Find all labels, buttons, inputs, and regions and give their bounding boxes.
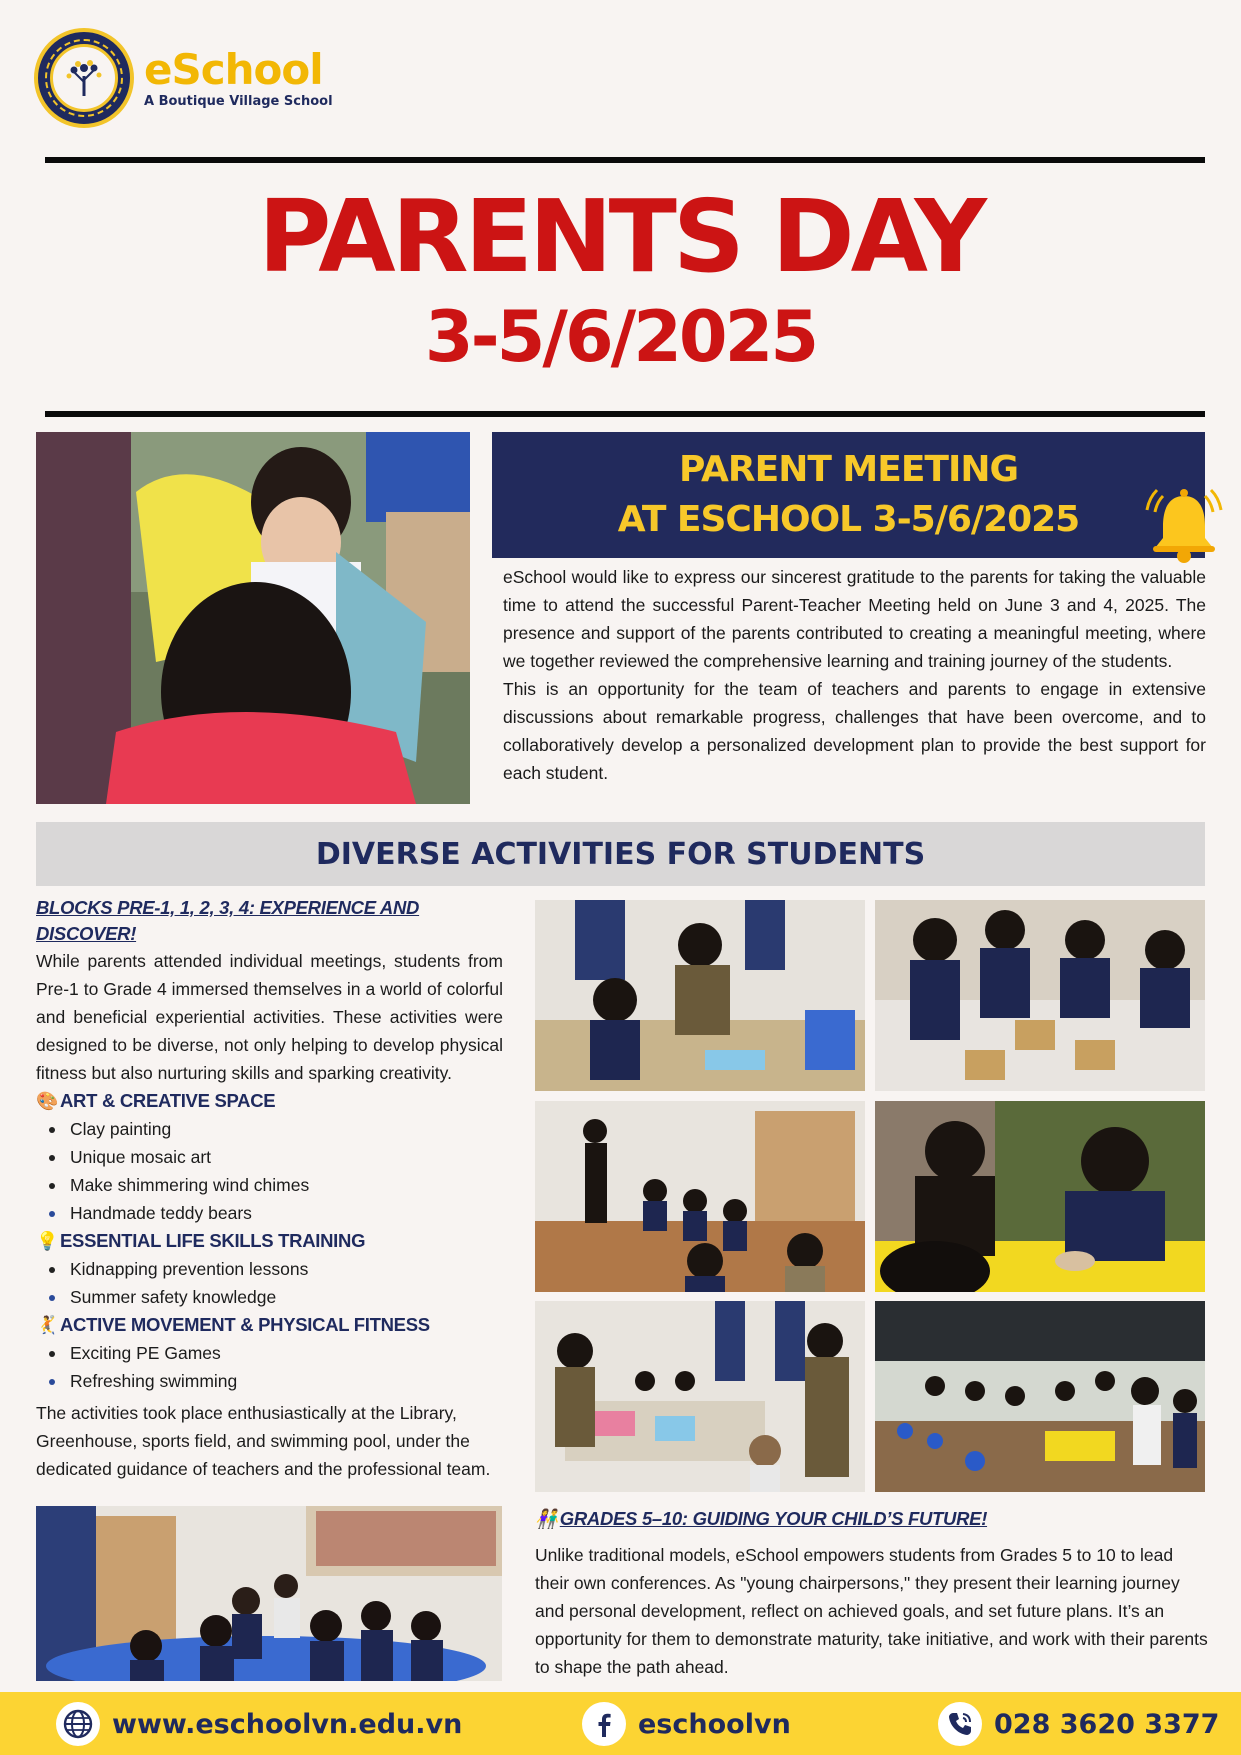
hero-title: PARENTS DAY bbox=[258, 178, 983, 295]
top-divider bbox=[45, 157, 1205, 163]
category-fitness-title: ACTIVE MOVEMENT & PHYSICAL FITNESS bbox=[60, 1314, 430, 1335]
blocks-heading: BLOCKS PRE-1, 1, 2, 3, 4: EXPERIENCE AND DISCOVER! bbox=[36, 897, 420, 944]
art-items-list bbox=[36, 1115, 503, 1227]
bell-icon bbox=[1143, 484, 1225, 566]
list-item: Refreshing swimming bbox=[36, 1367, 503, 1395]
brand-name: eSchool bbox=[144, 44, 323, 94]
list-item: Summer safety knowledge bbox=[36, 1283, 503, 1311]
activity-photo-shells bbox=[875, 1101, 1205, 1292]
handball-icon: 🤾 bbox=[36, 1315, 59, 1335]
parent-meeting-heading-box bbox=[492, 432, 1205, 558]
activity-photo-classroom bbox=[535, 1101, 865, 1292]
list-item: Exciting PE Games bbox=[36, 1339, 503, 1367]
grades-heading-text: GRADES 5–10: GUIDING YOUR CHILD’S FUTURE! bbox=[559, 1508, 988, 1529]
library-photo bbox=[36, 1506, 502, 1681]
category-life-skills bbox=[36, 1227, 503, 1255]
children-icon: 👫 bbox=[535, 1508, 558, 1529]
school-logo bbox=[34, 28, 333, 128]
main-photo-parent-child bbox=[36, 432, 470, 804]
category-art-title: ART & CREATIVE SPACE bbox=[60, 1090, 276, 1111]
activity-photo-clay bbox=[535, 900, 865, 1091]
activity-photo-mosaic bbox=[875, 900, 1205, 1091]
footer bbox=[0, 1692, 1241, 1755]
bottom-divider bbox=[45, 411, 1205, 417]
category-art bbox=[36, 1087, 503, 1115]
footer-facebook[interactable] bbox=[582, 1702, 791, 1746]
footer-phone[interactable] bbox=[938, 1702, 1219, 1746]
fitness-items-list bbox=[36, 1339, 503, 1395]
meeting-body bbox=[503, 563, 1206, 787]
brand-tagline: A Boutique Village School bbox=[144, 93, 333, 109]
activities-closing: The activities took place enthusiastically at the Library, Greenhouse, sports field, and swimming pool, under the dedicated guidance of teachers and the professional team. bbox=[36, 1403, 491, 1479]
category-life-skills-title: ESSENTIAL LIFE SKILLS TRAINING bbox=[60, 1230, 366, 1251]
meeting-paragraph-1: eSchool would like to express our sincerest gratitude to the parents for taking the valuable time to attend the successful Parent-Teacher Meeting held on June 3 and 4, 2025. The presence and support of the parents contributed to creating a meaningful meeting, where we together reviewed the comprehensive learning and training journey of the students. bbox=[503, 567, 1206, 671]
globe-icon bbox=[56, 1702, 100, 1746]
list-item: Handmade teddy bears bbox=[36, 1199, 503, 1227]
activities-banner-title: DIVERSE ACTIVITIES FOR STUDENTS bbox=[315, 836, 926, 872]
list-item: Make shimmering wind chimes bbox=[36, 1171, 503, 1199]
lightbulb-icon: 💡 bbox=[36, 1231, 59, 1251]
list-item: Clay painting bbox=[36, 1115, 503, 1143]
phone-number: 028 3620 3377 bbox=[994, 1708, 1220, 1740]
facebook-icon bbox=[582, 1702, 626, 1746]
activity-photo-greenhouse bbox=[875, 1301, 1205, 1492]
grades-body: Unlike traditional models, eSchool empowers students from Grades 5 to 10 to lead their own conferences. As "young chairpersons," they present their learning journey and personal development, reflect on achieved goals, and set future plans. It’s an opportunity for them to demonstrate maturity, take initiative, and work with their parents to shape the path ahead. bbox=[535, 1545, 1208, 1677]
meeting-heading-line2: AT ESCHOOL 3-5/6/2025 bbox=[617, 499, 1080, 540]
life-skills-items-list bbox=[36, 1255, 503, 1311]
activities-intro: While parents attended individual meetings, students from Pre-1 to Grade 4 immersed themselves in a world of colorful and beneficial experiential activities. These activities were designed to be diverse, not only helping to develop physical fitness but also nurturing skills and sparking creativity. bbox=[36, 951, 503, 1083]
list-item: Unique mosaic art bbox=[36, 1143, 503, 1171]
activities-text-column bbox=[36, 895, 503, 1483]
meeting-paragraph-2: This is an opportunity for the team of teachers and parents to engage in extensive discussions about remarkable progress, challenges that have been overcome, and to collaboratively develop a personalized development plan to provide the best support for each student. bbox=[503, 679, 1206, 783]
facebook-handle: eschoolvn bbox=[638, 1708, 791, 1740]
grades-heading bbox=[535, 1508, 987, 1530]
footer-website[interactable] bbox=[56, 1702, 462, 1746]
activities-banner bbox=[36, 822, 1205, 886]
meeting-heading-line1: PARENT MEETING bbox=[678, 449, 1019, 490]
list-item: Kidnapping prevention lessons bbox=[36, 1255, 503, 1283]
category-fitness bbox=[36, 1311, 503, 1339]
palette-icon: 🎨 bbox=[36, 1091, 59, 1111]
activity-photo-painting bbox=[535, 1301, 865, 1492]
school-seal bbox=[34, 28, 134, 128]
phone-icon bbox=[938, 1702, 982, 1746]
hero-date: 3-5/6/2025 bbox=[424, 296, 817, 378]
website-url: www.eschoolvn.edu.vn bbox=[112, 1708, 463, 1740]
